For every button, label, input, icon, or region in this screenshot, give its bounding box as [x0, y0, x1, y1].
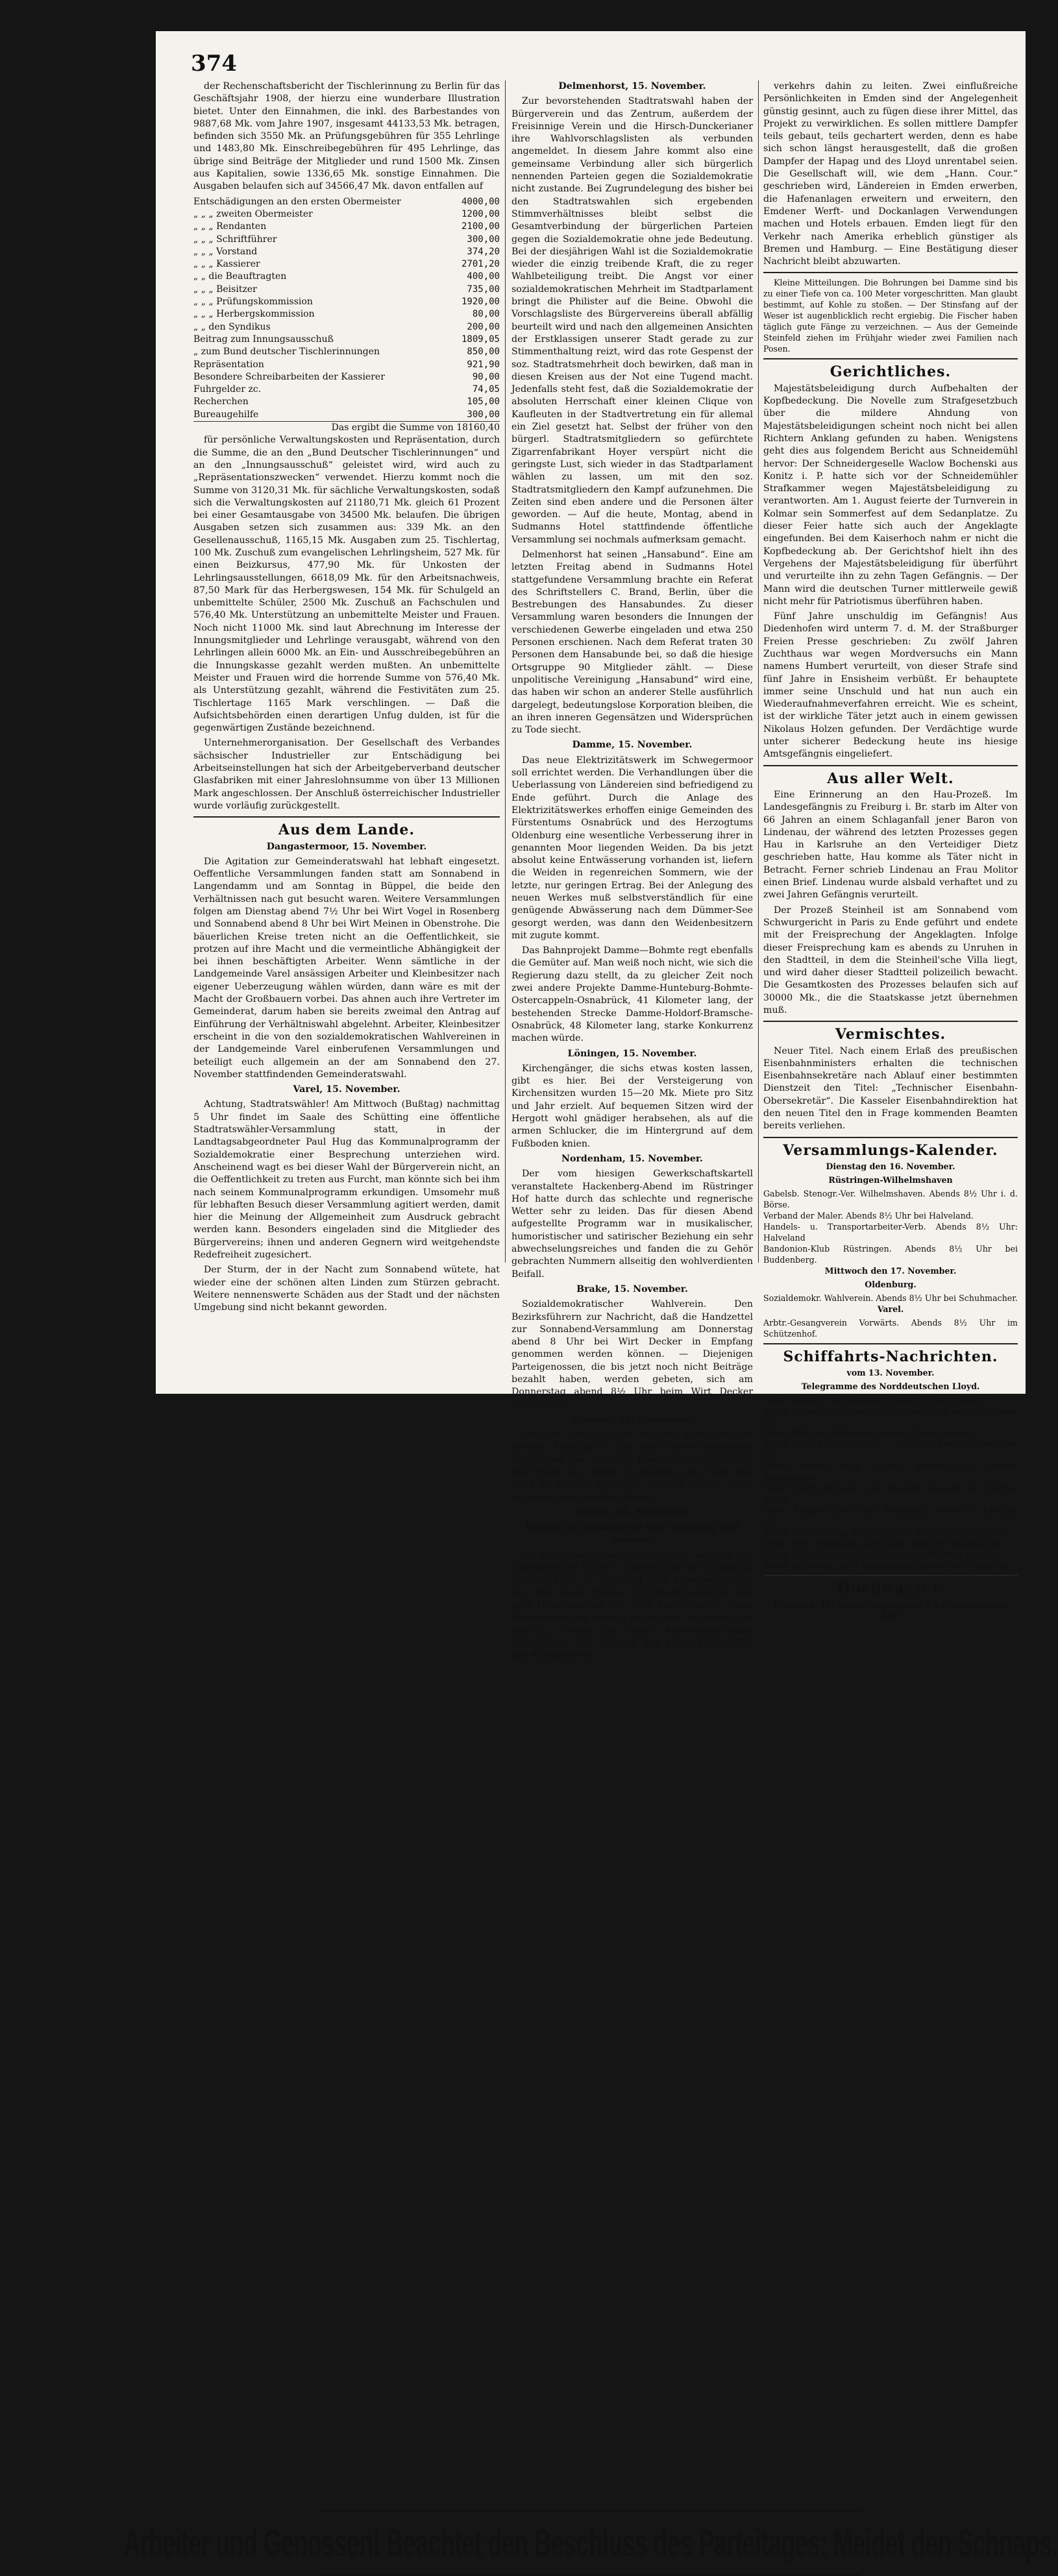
- ledger-row: [193, 359, 500, 371]
- section-title-schiffahrt: Schiffahrts-Nachrichten.: [783, 1348, 998, 1365]
- ledger-value: 921,90: [467, 359, 500, 370]
- article-loeningen: Kirchengänger, die sichs etwas kosten lassen, gibt es hier. Bei der Versteigerung von Kirchensitzen wurden 15—20 Mk. Miete pro Sitz und Jahr erzielt. Auf bequemen Sitzen wird der Hergott wohl gnädiger herabsehen, als auf die armen Schlucker, die im Hintergrund auf dem Fußboden knien.: [511, 1063, 753, 1149]
- article-emden: Im deutschen Auswandererverkehr nehmen der Norddeutsche Lloyd in Bremen und die Hamburg-Amerika-Linie in Hamburg eine Monopolstellung ein. Von einem Bremer Schiffsahrtsagenten, der gute Hintermänner hat, wird nun versucht, diese Monopolstellung streitig zu machen. Es besteht die Absicht, Emden als neuen Auswandererhafen einzurichten und dadurch den einen großen Teil des Auswanderer-: [511, 1549, 753, 1661]
- ledger-value: 90,00: [472, 371, 500, 382]
- ledger-label: „ „ „ Prüfungskommission: [193, 297, 313, 308]
- article-tischlerinnung-cont: für persönliche Verwaltungskosten und Repräsentation, durch die Summe, die an den „Bund Deutscher Tischlerinnungen“ und an den „Innungsausschuß“ geleistet wird, wird auch zu „Repräsentationszwecken“ verwendet. Hierzu kommt noch die Summe von 3120,31 Mk. für sächliche Verwaltungskosten, sodaß sich die Verwaltungskosten auf 21180,71 Mk. gleich 61 Prozent bei einer Gesamtausgabe von 34500 Mk. belaufen. Die übrigen Ausgaben setzen sich zusammen aus: 339 Mk. an den Gesellenausschuß, 1165,15 Mk. Ausgaben zum 25. Tischlertag, 100 Mk. Zuschuß zum evangelischen Lehrlingsheim, 527 Mk. für einen Beizkursus, 477,90 Mk. für Unkosten der Lehrlingsausstellungen, 6618,09 Mk. für den Arbeitsnachweis, 87,50 Mark für das Herbergswesen, 154 Mk. für Schulgeld an unbemittelte Schüler, 2500 Mk. Zuschuß an Fachschulen und 576,40 Mk. Unterstützung an unbemittelte Meister und Frauen. Noch nicht 11000 Mk. sind laut Abrechnung im Interesse der Innungsmitglieder und Lehrlinge verausgabt, während von den Lehrlingen allein 6000 Mk. an Ein- und Ausschreibegebühren an die Innungskasse gezahlt werden mußten. An unbemittelte Meister und Frauen wird die horrende Summe von 576,40 Mk. als Unterstützung gezahlt, während die Festivitäten zum 25. Tischlertage 1165 Mark verschlingen. — Daß die Aufsichtsbehörden einen derartigen Unfug dulden, ist für die gegenwärtigen Zustände bezeichnend.: [193, 435, 500, 734]
- dateline-delmenhorst: Delmenhorst, 15. November.: [558, 81, 706, 91]
- article-dangast: Die Agitation zur Gemeinderatswahl hat lebhaft eingesetzt. Oeffentliche Versammlungen fanden statt am Sonnabend in Langendamm und am Sonntag in Büppel, die beide den Verhältnissen nach gut besucht waren. Weitere Versammlungen folgen am Dienstag abend 7½ Uhr bei Wirt Vogel in Rosenberg und Sonnabend abend 8 Uhr bei Wirt Meinen in Obenstrohe. Die bäuerlichen Kreise treten nicht an die Oeffentlichkeit, sie protzen auf ihre Macht und die vermeintliche Abhängigkeit der bei ihnen beschäftigten Arbeiter. Wenn sämtliche in der Landgemeinde Varel ansässigen Arbeiter und Kleinbesitzer nach eigener Ueberzeugung wählen würden, dann wäre es mit der Macht der Großbauern vorbei. Das ahnen auch ihre Vertreter im Gemeinderat, darum haben sie bereits zweimal den Antrag auf Einführung der Verhältniswahl abgelehnt. Arbeiter, Kleinbesitzer erscheint in die von den sozialdemokratischen Wahlvereinen in der Landgemeinde Varel einberufenen Versammlungen und beteiligt euch allgemein an der am Sonnabend den 27. November stattfindenden Gemeinderatswahl.: [193, 856, 500, 1080]
- kalender-entry: Verband der Maler. Abends 8½ Uhr bei Halveland.: [763, 1210, 974, 1221]
- ledger-value: 74,05: [472, 384, 500, 395]
- column-2: [511, 80, 753, 1661]
- kalender-place: Rüstringen-Wilhelmshaven: [828, 1174, 953, 1185]
- divider: [763, 1021, 1018, 1022]
- ledger-row: [193, 346, 500, 358]
- ledger-row: [193, 221, 500, 233]
- divider: [763, 1575, 1018, 1576]
- ledger-label: „ „ „ Beisitzer: [193, 284, 257, 295]
- kalender-entry: Arbtr.-Gesangverein Vorwärts. Abends 8½ Uhr im Schützenhof.: [763, 1317, 1018, 1339]
- article-unternehmer: Unternehmerorganisation. Der Gesellschaft des Verbandes sächsischer Industrieller zur Entschädigung bei Arbeitseinstellungen hat sich der Arbeitgeberverband deutscher Glasfabriken mit einer Jahreslohnsumme von über 13 Millionen Mark angeschlossen. Der Anschluß österreichischer Industrieller wurde vorläufig zurückgestellt.: [193, 738, 500, 811]
- ledger-value: 850,00: [467, 346, 500, 358]
- dateline-damme: Damme, 15. November.: [572, 740, 693, 751]
- ledger-label: „ „ den Syndikus: [193, 321, 271, 332]
- schiffahrt-entry: Postd. Schleswig, nach Alexandrien, gestern von Neapel ab.: [763, 1561, 1013, 1571]
- ledger-row: [193, 196, 500, 208]
- schiffahrt-list: [763, 1394, 1018, 1571]
- section-title-lande: Aus dem Lande.: [278, 821, 415, 839]
- ledger-label: „ „ die Beauftragten: [193, 271, 287, 282]
- ledger-row: [193, 208, 500, 221]
- ledger-row: [193, 396, 500, 408]
- divider: [193, 816, 500, 818]
- ledger-value: 200,00: [467, 321, 500, 332]
- dateline-bremen: Bremen, 15. November.: [571, 1414, 693, 1425]
- ledger-label: Fuhrgelder zc.: [193, 384, 262, 395]
- article-fuenf-jahre: Fünf Jahre unschuldig im Gefängnis! Aus Diedenhofen wird unterm 7. d. M. der Straßburger Freien Presse geschrieben: Zu zwölf Jahren Zuchthaus war wegen Mordversuchs ein Mann namens Humbert verurteilt, von dieser Strafe sind fünf Jahre in Ensisheim verbüßt. Er behauptete immer seine Unschuld und hat nun auch ein Wiederaufnahmeverfahren erreicht. Wie es scheint, ist der wirkliche Täter jetzt auch in einem gewissen Nikolaus Holzen gefunden. Der Verdächtige wurde unter sicherer Bedeckung heute ins hiesige Amtsgefängnis eingeliefert.: [763, 611, 1018, 760]
- ledger-row: [193, 284, 500, 296]
- page-number: 374: [191, 51, 237, 77]
- ledger-value: 1200,00: [461, 208, 500, 219]
- ledger-label: Recherchen: [193, 396, 249, 407]
- ledger-value: 105,00: [467, 396, 500, 407]
- section-title-hochwasser: Hochwasser.: [837, 1580, 944, 1598]
- ledger-row: [193, 296, 500, 308]
- ledger-value: 1809,05: [461, 334, 500, 345]
- article-emden-cont: verkehrs dahin zu leiten. Zwei einflußreiche Persönlichkeiten in Emden sind der Angelegenheit günstig gesinnt, auch zu fügen diese ihrer Mittel, das Projekt zu verwirklichen. Es sollen mittlere Dampfer teils gebaut, teils gechartert werden, denn es habe sich schon längst herausgestellt, daß die großen Dampfer der Hapag und des Lloyd unrentabel seien. Die Gesellschaft will, wie dem „Hann. Cour.“ geschrieben wird, Ländereien in Emden erwerben, die Hafenanlagen erweitern und erweitern, den Emdener Werft- und Dockanlagen Verwendungen machen und Hotels erbauen. Emden liegt für den Verkehr nach Amerika erheblich günstiger als Bremen und Hamburg. — Eine Bestätigung dieser Nachricht bleibt abzuwarten.: [763, 81, 1018, 267]
- ledger-row: [193, 271, 500, 283]
- ledger-row: [193, 383, 500, 396]
- ledger-row: [193, 371, 500, 383]
- kalender-date: Dienstag den 16. November.: [826, 1161, 955, 1171]
- ledger-value: 300,00: [467, 409, 500, 420]
- ledger-value: 1920,00: [461, 297, 500, 308]
- divider: [763, 1343, 1018, 1344]
- article-hansabund: Delmenhorst hat seinen „Hansabund“. Eine am letzten Freitag abend in Sudmanns Hotel stattgefundene Versammlung brachte ein Referat des Schriftstellers C. Brand, Berlin, über die Bestrebungen des Hansabundes. Zu dieser Versammlung waren besonders die Innungen der verschiedenen Gewerbe eingeladen und etwa 250 Personen erschienen. Nach dem Referat traten 30 Personen dem Hansabunde bei, so daß die hiesige Ortsgruppe 90 Mitglieder zählt. — Diese unpolitische Vereinigung „Hansabund“ wird eine, das haben wir schon an anderer Stelle ausführlich dargelegt, bedeutungslose Korporation bleiben, die an ihren inneren Gegensätzen und Widersprüchen zu Tode siecht.: [511, 549, 753, 736]
- schiffahrt-entry: Postd. Breslau, von Galveston, gestern Dover passiert.: [763, 1395, 990, 1405]
- article-brake: Sozialdemokratischer Wahlverein. Den Bezirksführern zur Nachricht, daß die Handzettel zur Sonnabend-Versammlung am Donnerstag abend 8 Uhr bei Wirt Decker in Empfang genommen werden können. — Diejenigen Parteigenossen, die bis jetzt noch nicht Beiträge bezahlt haben, werden gebeten, sich am Donnerstag abend 8½ Uhr beim Wirt Decker einzufinden.: [511, 1299, 753, 1410]
- schiffahrt-entry: Postd. Prinz Ludwig, nach Ostasien, heute in Singapore an.: [763, 1527, 1010, 1538]
- dateline-brake: Brake, 15. November.: [576, 1283, 688, 1294]
- ledger-label: Bureaugehilfe: [193, 409, 259, 420]
- hochwasser-line: Dienstag, 16. Novbr.: vormittags 2.52, nachmittags 3.07: [773, 1599, 1008, 1621]
- schiffahrt-entry: Postd. Roland, nach Laplata, gestern von Corunna abgegangen.: [763, 1461, 1018, 1483]
- article-sturm: Der Sturm, der in der Nacht zum Sonnabend wütete, hat wieder eine der schönen alten Linden zum Stürzen gebracht. Weitere nennenswerte Schäden aus der Stadt und der nächsten Umgebung sind nicht bekannt geworden.: [193, 1265, 500, 1313]
- article-varel: Achtung, Stadtratswähler! Am Mittwoch (Bußtag) nachmittag 5 Uhr findet im Saale des Schütting eine öffentliche Stadtratswähler-Versammlung statt, in der Landtagsabgeordneter Paul Hug das Kommunalprogramm der Sozialdemokratie einer Besprechung unterziehen wird. Anscheinend wagt es bei dieser Wahl der Bürgerverein nicht, an die Oeffentlichkeit zu treten aus Furcht, man könnte sich bei ihm nach seinem Kommunalprogramm erkundigen. Umsomehr muß für lebhaften Besuch dieser Versammlung agitiert werden, damit hier die Meinung der Allgemeinheit zum Ausdruck gebracht werden kann. Besonders eingeladen sind die Mitglieder des Bürgervereins; ihnen und anderen Gegnern wird weitgehendste Redefreiheit zugesichert.: [193, 1099, 500, 1261]
- column-3: [763, 80, 1018, 1621]
- divider: [763, 1137, 1018, 1138]
- ledger-label: Besondere Schreibarbeiten der Kassierer: [193, 371, 385, 382]
- divider: [763, 358, 1018, 359]
- banner-slogan: Arbeiter und Genossen! Beachtet den Beschluss des Parteitages: Meidet den Schnaps.: [321, 2510, 861, 2576]
- ledger-label: Beitrag zum Innungsausschuß: [193, 334, 334, 345]
- article-damme: Das neue Elektrizitätswerk im Schwegermoor soll errichtet werden. Die Verhandlungen über die Ueberlassung von Ländereien sind befriedigend zu Ende geführt. Durch die Anlage des Elektrizitätswerkes erhoffen einige Gemeinden des Fürstentums Osnabrück und des Herzogtums Oldenburg eine wesentliche Verbesserung ihrer in genannten Moor liegenden Weiden. Da bis jetzt absolut keine Entwässerung vorhanden ist, liefern die Weiden in regenreichen Sommern, wie der letzte, nur geringen Ertrag. Bei der Anlegung des neuen Werkes muß selbstverständlich für eine genügende Abwässerung nach dem Dümmer-See gesorgt werden, was dann den Weidenbesitzern mit zugute kommt.: [511, 755, 753, 941]
- article-gericht: Majestätsbeleidigung durch Aufbehalten der Kopfbedeckung. Die Novelle zum Strafgesetzbuch über die mildere Ahndung von Majestätsbeleidigungen scheint noch nicht bei allen Richtern Anklang gefunden zu haben. Wenigstens geht dies aus folgendem Bericht aus Schneidemühl hervor: Der Schneidergeselle Waclow Bochenski aus Konitz i. P. hatte sich vor der Schneidemühler Strafkammer wegen Majestätsbeleidigung zu verantworten. Am 1. August feierte der Turnverein in Kolmar sein Sommerfest auf dem Sedanplatze. Zu dieser Feier hatte sich auch der Angeklagte eingefunden. Bei dem Kaiserhoch nahm er nicht die Kopfbedeckung ab. Der Gerichtshof hielt ihn des Vergehens der Majestätsbeleidigung für überführt und verurteilte ihn zu zehn Tagen Gefängnis. — Der Mann wird die deutschen Turner mittlerweile gewiß nicht mehr für Patriotismus überführen haben.: [763, 383, 1018, 607]
- ledger-value: 735,00: [467, 284, 500, 295]
- schiffahrt-entry: Postd. Prinz Waldemar, nach Kobe, heute in Hongkong an.: [763, 1538, 1005, 1549]
- article-nordenham: Der vom hiesigen Gewerkschaftskartell veranstaltete Hackenberg-Abend im Rüstringer Hof hatte durch das schlechte und regnerische Wetter sehr zu leiden. Das für diesen Abend aufgestellte Programm war in musikalischer, humoristischer und satirischer Beziehung ein sehr abwechselungsreiches und fanden die zu Gehör gebrachten Nummern allseitig den wohlverdienten Beifall.: [511, 1169, 753, 1280]
- ledger-row: [193, 258, 500, 271]
- column-1: [193, 80, 500, 1313]
- ledger-value: 300,00: [467, 234, 500, 245]
- dateline-loeningen: Löningen, 15. November.: [567, 1048, 697, 1059]
- ledger-row: [193, 334, 500, 346]
- dateline-emden: Emden, 15. November.: [574, 1507, 691, 1518]
- ledger-row: [193, 234, 500, 246]
- ledger-row: [193, 246, 500, 258]
- section-title-gericht: Gerichtliches.: [830, 363, 952, 381]
- article-neuer-titel: Neuer Titel. Nach einem Erlaß des preußischen Eisenbahnministers erhalten die technischen Eisenbahnsekretäre nach Ablauf einer bestimmten Dienstzeit den Titel: „Technischer Eisenbahn-Obersekretär“. Die Kasseler Eisenbahndirektion hat den neuen Titel den in Frage kommenden Beamten bereits verliehen.: [763, 1045, 1018, 1132]
- kalender-date: Mittwoch den 17. November.: [824, 1265, 957, 1276]
- article-kleine: Kleine Mitteilungen. Die Bohrungen bei Damme sind bis zu einer Tiefe von ca. 100 Meter vorgeschritten. Man glaubt bestimmt, auf Kohle zu stoßen. — Der Stinsfang auf der Weser ist augenblicklich recht ergiebig. Die Fischer haben täglich gute Fänge zu verzeichnen. — Aus der Gemeinde Steinfeld ziehen im Frühjahr wieder zwei Familien nach Posen.: [763, 278, 1018, 354]
- article-hau-prozess: Eine Erinnerung an den Hau-Prozeß. Im Landesgefängnis zu Freiburg i. Br. starb im Alter von 66 Jahren an einem Schlaganfall jener Baron von Lindenau, der während des letzten Prozesses gegen Hau in Karlsruhe an den Verteidiger Dietz geschrieben hatte, Hau komme als Täter nicht in Betracht. Ferner schrieb Lindenau an Frau Molitor einen Brief. Lindenau wurde alsbald verhaftet und zu zwei Jahren Gefängnis verurteilt.: [763, 789, 1018, 901]
- headline-emden: Emden als Konkurrent von Hamburg und Bremen?: [525, 1522, 739, 1546]
- ledger-value: 374,20: [467, 246, 500, 257]
- section-title-kalender: Versammlungs-Kalender.: [783, 1141, 998, 1159]
- dateline-nordenham: Nordenham, 15. November.: [561, 1153, 703, 1164]
- divider: [763, 765, 1018, 766]
- ledger-value: 400,00: [467, 271, 500, 282]
- column-rule: [758, 80, 759, 1263]
- ledger-label: Repräsentation: [193, 359, 264, 370]
- ledger-row: [193, 321, 500, 334]
- schiffahrt-entry: Postd. Köln, von Baltimore, gestern Dover passiert.: [763, 1428, 976, 1439]
- ledger-label: „ „ „ Rendanten: [193, 221, 267, 232]
- kalender-list: [763, 1188, 1018, 1265]
- schiffahrt-entry: Postd. Frankfurt, gestern von Buenos Aires nach der Weser ab.: [763, 1406, 1018, 1428]
- expense-ledger: [193, 196, 500, 421]
- ledger-label: „ „ „ Herbergskommission: [193, 309, 315, 320]
- ledger-value: 4000,00: [461, 196, 500, 207]
- ledger-label: „ „ „ zweiten Obermeister: [193, 208, 313, 219]
- ledger-label: „ „ „ Vorstand: [193, 246, 258, 257]
- kalender-entry: Handels- u. Transportarbeiter-Verb. Abends 8½ Uhr: Halveland: [763, 1221, 1018, 1243]
- article-steinheil: Der Prozeß Steinheil ist am Sonnabend vom Schwurgericht in Paris zu Ende geführt und endete mit der Freisprechung der Angeklagten. Infolge dieser Freisprechung kam es abends zu Unruhen in den Stadtteil, in dem die Steinheil'sche Villa liegt, und wird daher dieser Stadtteil polizeilich bewacht. Die Gesamtkosten des Prozesses belaufen sich auf 30000 Mk., die die Staatskasse jetzt übernehmen muß.: [763, 905, 1018, 1015]
- ledger-row: [193, 308, 500, 321]
- article-bremen: Von der Luftschiffahrt. Auf der Rennbahn des Bremer Reitklubs in der Vahr führte Sonnabend nachmittag der Aviatiker Hans Grade-Magdeburg fünf Flüge aus, wobei er zeitweise eine Höhe von etwa 50 Metern erreichte. Bei den ersten Fluge herrschte noch starker Sturm.: [511, 1429, 753, 1503]
- kalender-entry: Sozialdemokr. Wahlverein. Abends 8½ Uhr bei Schuhmacher.: [763, 1293, 1018, 1303]
- kalender-place: Varel.: [877, 1304, 904, 1314]
- article-bahnprojekt: Das Bahnprojekt Damme—Bohmte regt ebenfalls die Gemüter auf. Man weiß noch nicht, wie sich die Regierung dazu stellt, da zu gleicher Zeit noch zwei andere Projekte Damme-Hunteburg-Bohmte-Ostercappeln-Osnabrück, 41 Kilometer lang, der bestehenden Strecke Damme-Holdorf-Bramsche-Osnabrück, 48 Kilometer lang, starke Konkurrenz machen würde.: [511, 945, 753, 1044]
- column-rule: [505, 80, 506, 1263]
- ledger-label: „ „ „ Schriftführer: [193, 234, 277, 245]
- ledger-value: 2701,20: [461, 259, 500, 270]
- ledger-row: [193, 409, 500, 421]
- schiffahrt-entry: Postd. Sierra Ventana, von Brasilien, gestern von Funchal abgeg.: [763, 1483, 1018, 1505]
- ledger-value: 2100,00: [461, 221, 500, 232]
- schiffahrt-entry: Postd. Prinz Eitel Friedrich, v. Ostasien, heute in Cuxhaven an.: [763, 1439, 1018, 1461]
- kalender-place: Oldenburg.: [865, 1279, 917, 1289]
- ledger-label: Entschädigungen an den ersten Obermeister: [193, 196, 401, 207]
- schiffahrt-entry: Postd. Schwaben, von Australien, gestern Dover passiert.: [763, 1549, 1002, 1560]
- dateline-dangast: Dangastermoor, 15. November.: [266, 841, 427, 852]
- ledger-label: „ zum Bund deutscher Tischlerinnungen: [193, 346, 380, 358]
- schiffahrt-subtitle: Telegramme des Norddeutschen Lloyd.: [801, 1381, 980, 1392]
- schiffahrt-date: vom 13. November.: [846, 1368, 935, 1378]
- schiffahrt-entry: Postd. Königin Luise, nach Australien, gestern in Adelaide an.: [763, 1505, 1018, 1527]
- ledger-label: „ „ „ Kassierer: [193, 259, 260, 270]
- kalender-entry: Bandonion-Klub Rüstringen. Abends 8½ Uhr bei Buddenberg.: [763, 1243, 1018, 1265]
- section-title-vermischtes: Vermischtes.: [835, 1026, 946, 1043]
- ledger-total: Das ergibt die Summe von 18160,40: [193, 421, 500, 434]
- ledger-value: 80,00: [472, 309, 500, 320]
- section-title-welt: Aus aller Welt.: [827, 770, 954, 787]
- divider: [763, 272, 1018, 273]
- newspaper-page: [123, 31, 1058, 2564]
- article-delmenhorst: Zur bevorstehenden Stadtratswahl haben der Bürgerverein und das Zentrum, außerdem der Freisinnige Verein und die Hirsch-Dunckerianer ihre Wahlvorschlagslisten als verbunden angemeldet. In diesem Jahre kommt also eine gemeinsame Verbindung aller sich bürgerlich nennenden Parteien gegen die Sozialdemokratie nicht zustande. Bei Zugrundelegung des bisher bei den Stadtratswahlen sich ergebenden Stimmverhältnisses bleibt selbst die Gesamtverbindung der bürgerlichen Parteien gegen die Sozialdemokratie ohne jede Bedeutung. Bei der diesjährigen Wahl ist die Sozialdemokratie wieder die einzig treibende Kraft, die zu reger Wahlbeteiligung treibt. Die Angst vor einer sozialdemokratischen Mehrheit im Stadtparlament bringt die Philister auf die Beine. Obwohl die Vorschlagsliste des Bürgervereins überall abfällig beurteilt wird und nach den allgemeinen Ansichten der Erstklassigen unserer Stadt gerade zu zur Stimmenthaltung reizt, wird das rote Gespenst der soz. Stadtratsmehrheit doch bewirken, daß man in diesen Kreisen aus der Not eine Tugend macht. Jedenfalls steht fest, daß die Sozialdemokratie der absoluten Herrschaft einer kleinen Clique von Kaufleuten in der Stadtvertretung ein für allemal ein Ziel gesetzt hat. Selbst der früher von den bürgerl. Stadtratsmitgliedern so gefürchtete Zigarrenfabrikant Hoyer verspürt nicht die geringste Lust, sich wieder in das Stadtparlament wählen zu lassen, um mit den soz. Stadtratsmitgliedern den Kampf aufzunehmen. Die Zeiten sind eben andere und die Personen älter geworden. — Auf die heute, Montag, abend in Sudmanns Hotel stattfindende öffentliche Versammlung sei nochmals aufmerksam gemacht.: [511, 96, 753, 545]
- kalender-entry: Gabelsb. Stenogr.-Ver. Wilhelmshaven. Abends 8½ Uhr i. d. Börse.: [763, 1188, 1018, 1209]
- article-tischlerinnung: der Rechenschaftsbericht der Tischlerinnung zu Berlin für das Geschäftsjahr 1908, der hierzu eine wunderbare Illustration bietet. Unter den Einnahmen, die inkl. des Barbestandes von 9887,68 Mk. vom Jahre 1907, insgesamt 44133,53 Mk. betragen, befinden sich 3550 Mk. an Prüfungsgebühren für 355 Lehrlinge und 1483,80 Mk. Einschreibegebühren für 495 Lehrlinge, das übrige sind Beiträge der Mitglieder und rund 1500 Mk. Zinsen aus Kapitalien, sowie 1336,65 Mk. sonstige Einnahmen. Die Ausgaben belaufen sich auf 34566,47 Mk. davon entfallen auf: [193, 81, 500, 192]
- dateline-varel: Varel, 15. November.: [293, 1084, 400, 1095]
